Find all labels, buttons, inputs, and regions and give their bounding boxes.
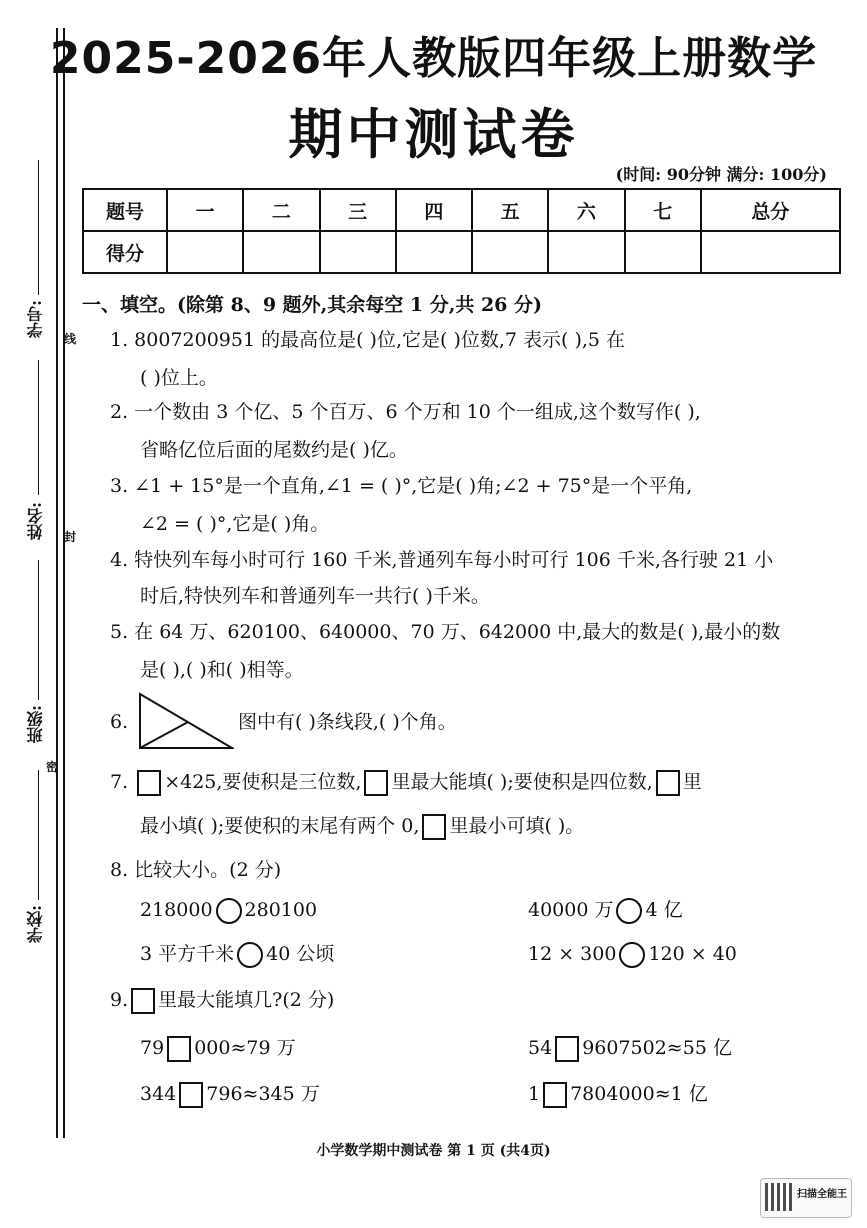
compare-circle[interactable] [216, 898, 242, 924]
score-cell[interactable] [548, 231, 624, 273]
score-header-cell: 二 [243, 189, 319, 231]
question-1-line-1: 1. 8007200951 的最高位是( )位,它是( )位数,7 表示( ),5 在 [110, 329, 626, 351]
time-info: (时间: 90分钟 满分: 100分) [615, 165, 827, 184]
score-header-cell: 一 [167, 189, 243, 231]
qr-code-icon [765, 1183, 793, 1211]
question-8-title: 8. 比较大小。(2 分) [110, 859, 282, 881]
question-7-text-1: ×425,要使积是三位数, [164, 771, 362, 793]
name-label: 姓名: [26, 502, 45, 540]
answer-box[interactable] [364, 770, 388, 796]
class-blank[interactable] [38, 560, 39, 700]
question-7-text-2: 里最大能填( );要使积是四位数, [391, 771, 653, 793]
student-id-blank[interactable] [38, 160, 39, 295]
score-cell[interactable] [701, 231, 840, 273]
compare-item [140, 896, 317, 924]
score-header-cell: 七 [625, 189, 701, 231]
cut-line-xian: 线 [64, 332, 77, 346]
question-7-text-5: 里最小可填( )。 [449, 815, 585, 837]
question-5-line-1: 5. 在 64 万、620100、640000、70 万、642000 中,最大的数是( ),最小的数 [110, 621, 781, 643]
estimate-item [140, 1080, 320, 1108]
score-header-cell: 四 [396, 189, 472, 231]
score-header-cell: 题号 [83, 189, 167, 231]
estimate-item [528, 1080, 708, 1108]
answer-box[interactable] [179, 1082, 203, 1108]
question-9-number: 9. [110, 989, 129, 1011]
estimate-post: 796≈345 万 [206, 1083, 320, 1105]
estimate-post: 7804000≈1 亿 [570, 1083, 708, 1105]
estimate-item [140, 1034, 296, 1062]
compare-item [528, 896, 683, 924]
compare-right: 4 亿 [645, 899, 683, 921]
question-2-line-2: 省略亿位后面的尾数约是( )亿。 [140, 439, 408, 461]
question-9-title [110, 986, 334, 1014]
compare-circle[interactable] [237, 942, 263, 968]
question-7-line-2 [140, 812, 584, 840]
class-label: 班级: [26, 705, 45, 743]
answer-box[interactable] [167, 1036, 191, 1062]
school-blank[interactable] [38, 770, 39, 900]
estimate-pre: 79 [140, 1037, 165, 1059]
estimate-item [528, 1034, 732, 1062]
question-3-line-2: ∠2 = ( )°,它是( )角。 [140, 513, 330, 535]
estimate-pre: 54 [528, 1037, 553, 1059]
question-4-line-1: 4. 特快列车每小时可行 160 千米,普通列车每小时可行 106 千米,各行驶 21 小 [110, 549, 774, 571]
answer-box[interactable] [422, 814, 446, 840]
answer-box[interactable] [543, 1082, 567, 1108]
exam-title: 2025-2026年人教版四年级上册数学 [49, 33, 818, 84]
score-table-score-row [83, 231, 840, 273]
estimate-pre: 1 [528, 1083, 541, 1105]
estimate-pre: 344 [140, 1083, 177, 1105]
question-7-text-3: 里 [682, 771, 702, 793]
score-table-header-row [83, 189, 840, 231]
section-heading: 一、填空。(除第 8、9 题外,其余每空 1 分,共 26 分) [82, 294, 542, 316]
score-cell[interactable] [396, 231, 472, 273]
compare-right: 280100 [244, 899, 318, 921]
exam-subtitle: 期中测试卷 [288, 103, 579, 166]
question-5-line-2: 是( ),( )和( )相等。 [140, 659, 304, 681]
binding-line-inner [63, 28, 65, 1138]
question-2-line-1: 2. 一个数由 3 个亿、5 个百万、6 个万和 10 个一组成,这个数写作( ), [110, 401, 701, 423]
compare-item [528, 940, 737, 968]
compare-right: 40 公顷 [266, 943, 335, 965]
score-cell[interactable] [472, 231, 548, 273]
score-header-cell: 三 [320, 189, 396, 231]
compare-left: 3 平方千米 [140, 943, 235, 965]
question-6-text: 图中有( )条线段,( )个角。 [238, 711, 457, 733]
compare-circle[interactable] [619, 942, 645, 968]
question-7-line-1 [110, 768, 702, 796]
compare-left: 12 × 300 [528, 943, 617, 965]
compare-left: 218000 [140, 899, 213, 921]
score-header-cell: 六 [548, 189, 624, 231]
score-cell[interactable] [625, 231, 701, 273]
question-4-line-2: 时后,特快列车和普通列车一共行( )千米。 [140, 585, 490, 607]
page-footer: 小学数学期中测试卷 第 1 页 (共4页) [316, 1143, 551, 1159]
scanner-logo-text: 扫描全能王 [797, 1189, 847, 1200]
binding-line-outer [56, 28, 58, 1138]
cut-line-mi: 密 [46, 760, 59, 774]
compare-circle[interactable] [616, 898, 642, 924]
estimate-post: 9607502≈55 亿 [582, 1037, 732, 1059]
estimate-post: 000≈79 万 [194, 1037, 296, 1059]
compare-right: 120 × 40 [648, 943, 737, 965]
score-cell[interactable] [320, 231, 396, 273]
student-id-label: 学号: [26, 300, 45, 338]
name-blank[interactable] [38, 360, 39, 495]
answer-box [131, 988, 155, 1014]
question-6-number: 6. [110, 711, 129, 733]
cut-line-feng: 封 [64, 530, 77, 544]
scanner-watermark [760, 1178, 852, 1218]
answer-box[interactable] [656, 770, 680, 796]
question-1-line-2: ( )位上。 [140, 367, 218, 389]
question-7-number: 7. [110, 771, 129, 793]
triangle-figure [138, 692, 234, 750]
score-cell[interactable] [243, 231, 319, 273]
school-label: 学校: [26, 905, 45, 943]
compare-left: 40000 万 [528, 899, 614, 921]
question-9-text: 里最大能填几?(2 分) [158, 989, 335, 1011]
score-row-label: 得分 [83, 231, 167, 273]
compare-item [140, 940, 334, 968]
question-3-line-1: 3. ∠1 + 15°是一个直角,∠1 = ( )°,它是( )角;∠2 + 75°是一个平角, [110, 475, 693, 497]
triangle-inner-line-1 [140, 722, 188, 748]
question-7-text-4: 最小填( );要使积的末尾有两个 0, [140, 815, 420, 837]
answer-box[interactable] [137, 770, 161, 796]
score-header-cell: 总分 [701, 189, 840, 231]
answer-box[interactable] [555, 1036, 579, 1062]
score-header-cell: 五 [472, 189, 548, 231]
score-cell[interactable] [167, 231, 243, 273]
score-table [82, 188, 841, 274]
